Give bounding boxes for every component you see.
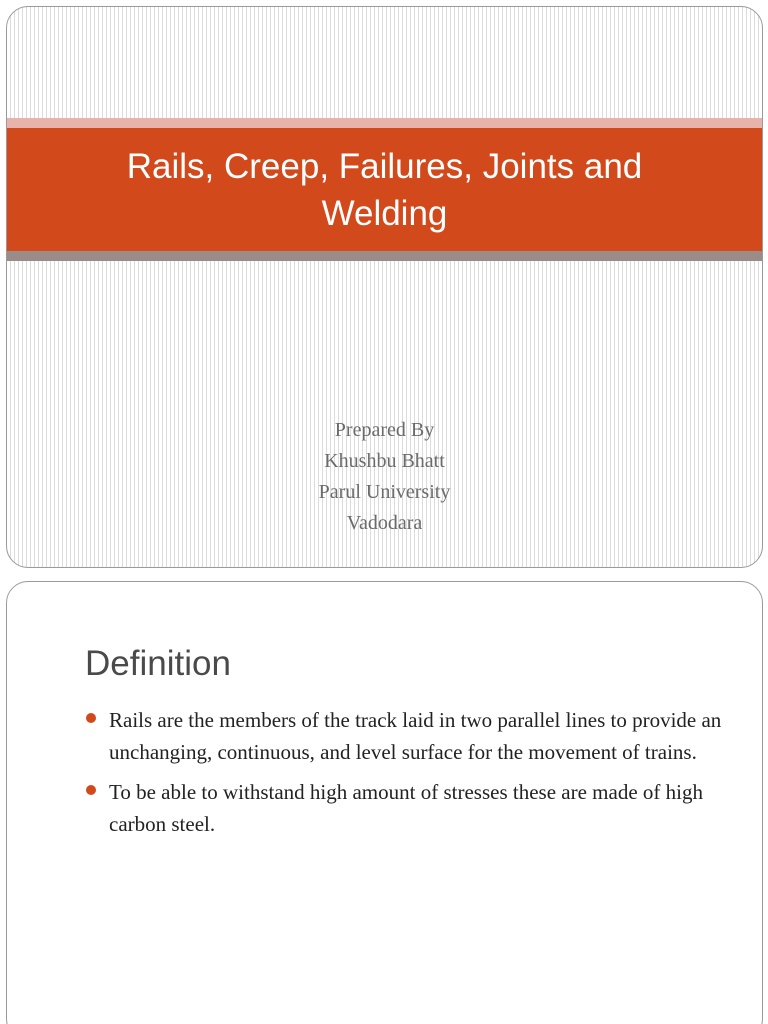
title-band [7,128,762,251]
bullet-dot-icon [86,713,96,723]
bullet-text: Rails are the members of the track laid in two parallel lines to provide an unchanging, continuous, and level surface for the movement of trains. [109,708,722,764]
title-band-top-stripe [7,118,762,128]
prepared-by-label: Prepared By [334,419,435,441]
title-band-bottom-stripe [7,251,762,261]
author-institution: Parul University [318,481,451,503]
section-heading: Definition [85,644,231,683]
bullet-list [86,704,726,848]
definition-slide [6,581,763,1024]
author-city: Vadodara [346,512,423,534]
list-item [86,776,726,840]
author-name: Khushbu Bhatt [324,450,445,472]
author-info [7,415,762,539]
title-slide [6,6,763,568]
bullet-dot-icon [86,785,96,795]
bullet-text: To be able to withstand high amount of stresses these are made of high carbon steel. [109,780,703,836]
slide-title: Rails, Creep, Failures, Joints and Welding [126,146,643,233]
list-item [86,704,726,768]
